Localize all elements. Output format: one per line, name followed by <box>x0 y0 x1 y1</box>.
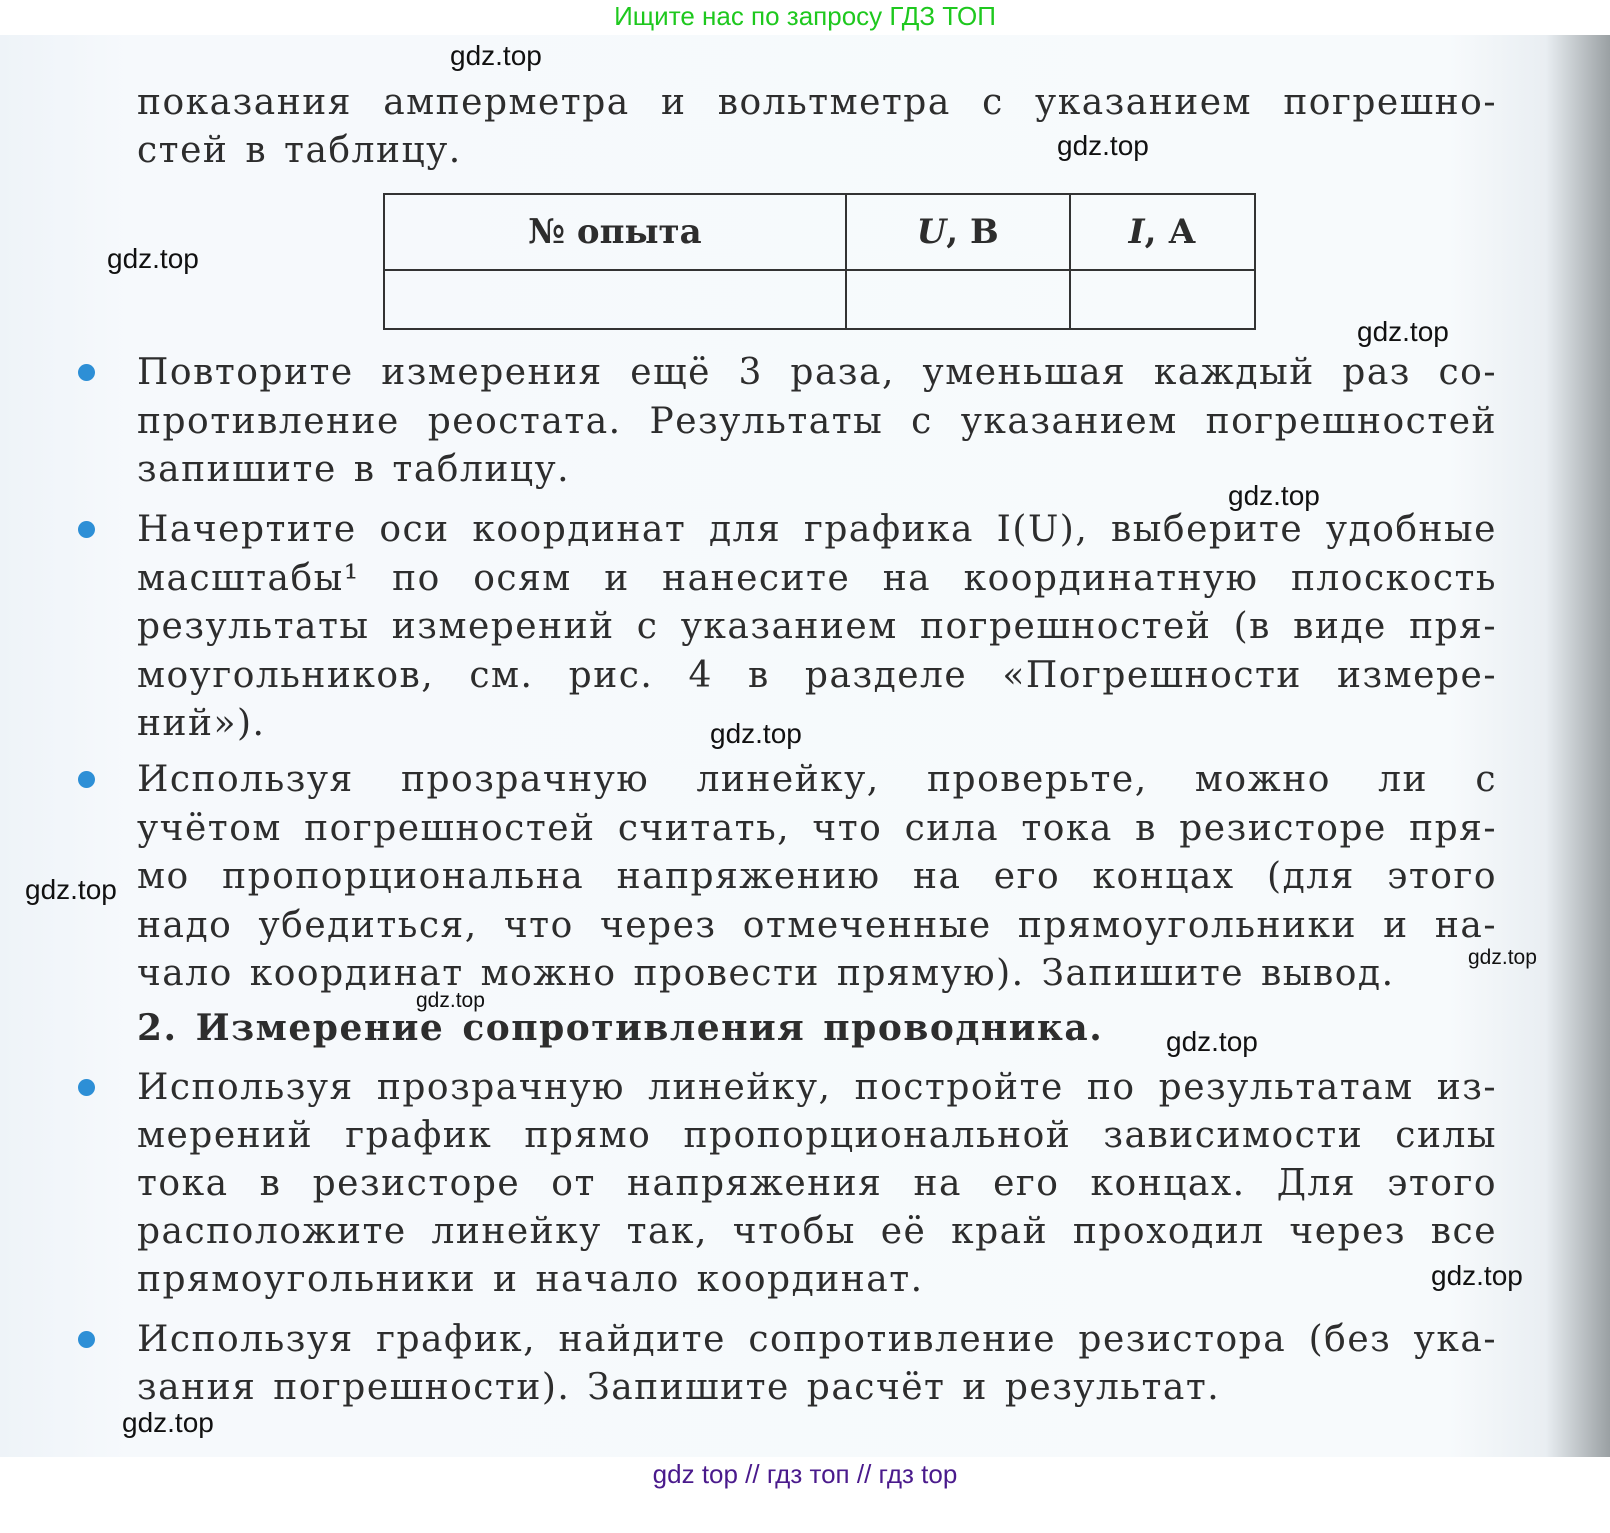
section-heading: 2. Измерение сопротивления проводника. <box>137 1007 1104 1049</box>
watermark-text: gdz.top <box>107 243 199 274</box>
text-line: масштабы¹ по осям и нанесите на координатную плоскость <box>137 557 1497 599</box>
watermark-text: gdz.top <box>1228 480 1320 511</box>
watermark-text: gdz.top <box>122 1407 214 1438</box>
text-line: показания амперметра и вольтметра с указанием погрешно- <box>137 82 1497 123</box>
text-line: тока в резисторе от напряжения на его концах. Для этого <box>137 1163 1497 1204</box>
bullet-icon <box>78 521 95 538</box>
watermark-text: gdz.top <box>450 40 542 71</box>
table-cell <box>1070 270 1255 329</box>
watermark-text: gdz.top <box>1357 316 1449 347</box>
table-header-row <box>384 194 1255 270</box>
header-unit: , В <box>946 212 999 252</box>
table-cell <box>384 270 846 329</box>
footer-watermark: gdz top // гдз топ // гдз top <box>652 1459 958 1489</box>
watermark-text: gdz.top <box>416 989 485 1012</box>
table-row <box>384 270 1255 329</box>
bullet-icon <box>78 771 95 788</box>
text-line: прямоугольники и начало координат. <box>137 1259 924 1300</box>
text-line: противление реостата. Результаты с указанием погрешностей <box>137 400 1497 442</box>
header-experiment-number <box>384 194 846 270</box>
text-line: учётом погрешностей считать, что сила тока в резисторе пря- <box>137 807 1497 849</box>
text-line: результаты измерений с указанием погрешностей (в виде пря- <box>137 606 1497 647</box>
bullet-icon <box>78 364 95 381</box>
text-line: зания погрешности). Запишите расчёт и результат. <box>137 1367 1221 1408</box>
top-banner: Ищите нас по запросу ГДЗ ТОП <box>614 1 996 31</box>
text-line: расположите линейку так, чтобы её край проходил через все <box>137 1211 1497 1252</box>
text-line: моугольников, см. рис. 4 в разделе «Погрешности измере- <box>137 654 1497 696</box>
header-variable: I <box>1128 212 1145 252</box>
text-line: Используя график, найдите сопротивление резистора (без ука- <box>137 1319 1497 1360</box>
watermark-text: gdz.top <box>1468 946 1537 969</box>
bullet-icon <box>78 1079 95 1096</box>
watermark-text: gdz.top <box>25 874 117 905</box>
text-line: ний»). <box>137 703 266 744</box>
measurements-table <box>383 193 1256 330</box>
header-label: № опыта <box>528 212 702 252</box>
watermark-text: gdz.top <box>710 718 802 749</box>
bullet-icon <box>78 1331 95 1348</box>
text-line: Используя прозрачную линейку, постройте по результатам из- <box>137 1067 1497 1108</box>
text-line: запишите в таблицу. <box>137 449 571 490</box>
text-line: Используя прозрачную линейку, проверьте, можно ли с <box>137 759 1497 800</box>
text-line: стей в таблицу. <box>137 130 462 171</box>
header-current <box>1070 194 1255 270</box>
text-line: мо пропорциональна напряжению на его концах (для этого <box>137 856 1497 897</box>
text-line: мерений график прямо пропорциональной зависимости силы <box>137 1115 1497 1156</box>
watermark-text: gdz.top <box>1057 130 1149 161</box>
watermark-text: gdz.top <box>1431 1260 1523 1291</box>
text-line: Повторите измерения ещё 3 раза, уменьшая каждый раз со- <box>137 352 1497 393</box>
text-line: Начертите оси координат для графика I(U), выберите удобные <box>137 509 1497 550</box>
text-line: надо убедиться, что через отмеченные прямоугольники и на- <box>137 904 1497 946</box>
header-voltage <box>846 194 1070 270</box>
header-unit: , А <box>1144 212 1196 252</box>
table-cell <box>846 270 1070 329</box>
watermark-text: gdz.top <box>1166 1026 1258 1057</box>
header-variable: U <box>916 212 947 252</box>
text-line: чало координат можно провести прямую). Запишите вывод. <box>137 953 1395 994</box>
